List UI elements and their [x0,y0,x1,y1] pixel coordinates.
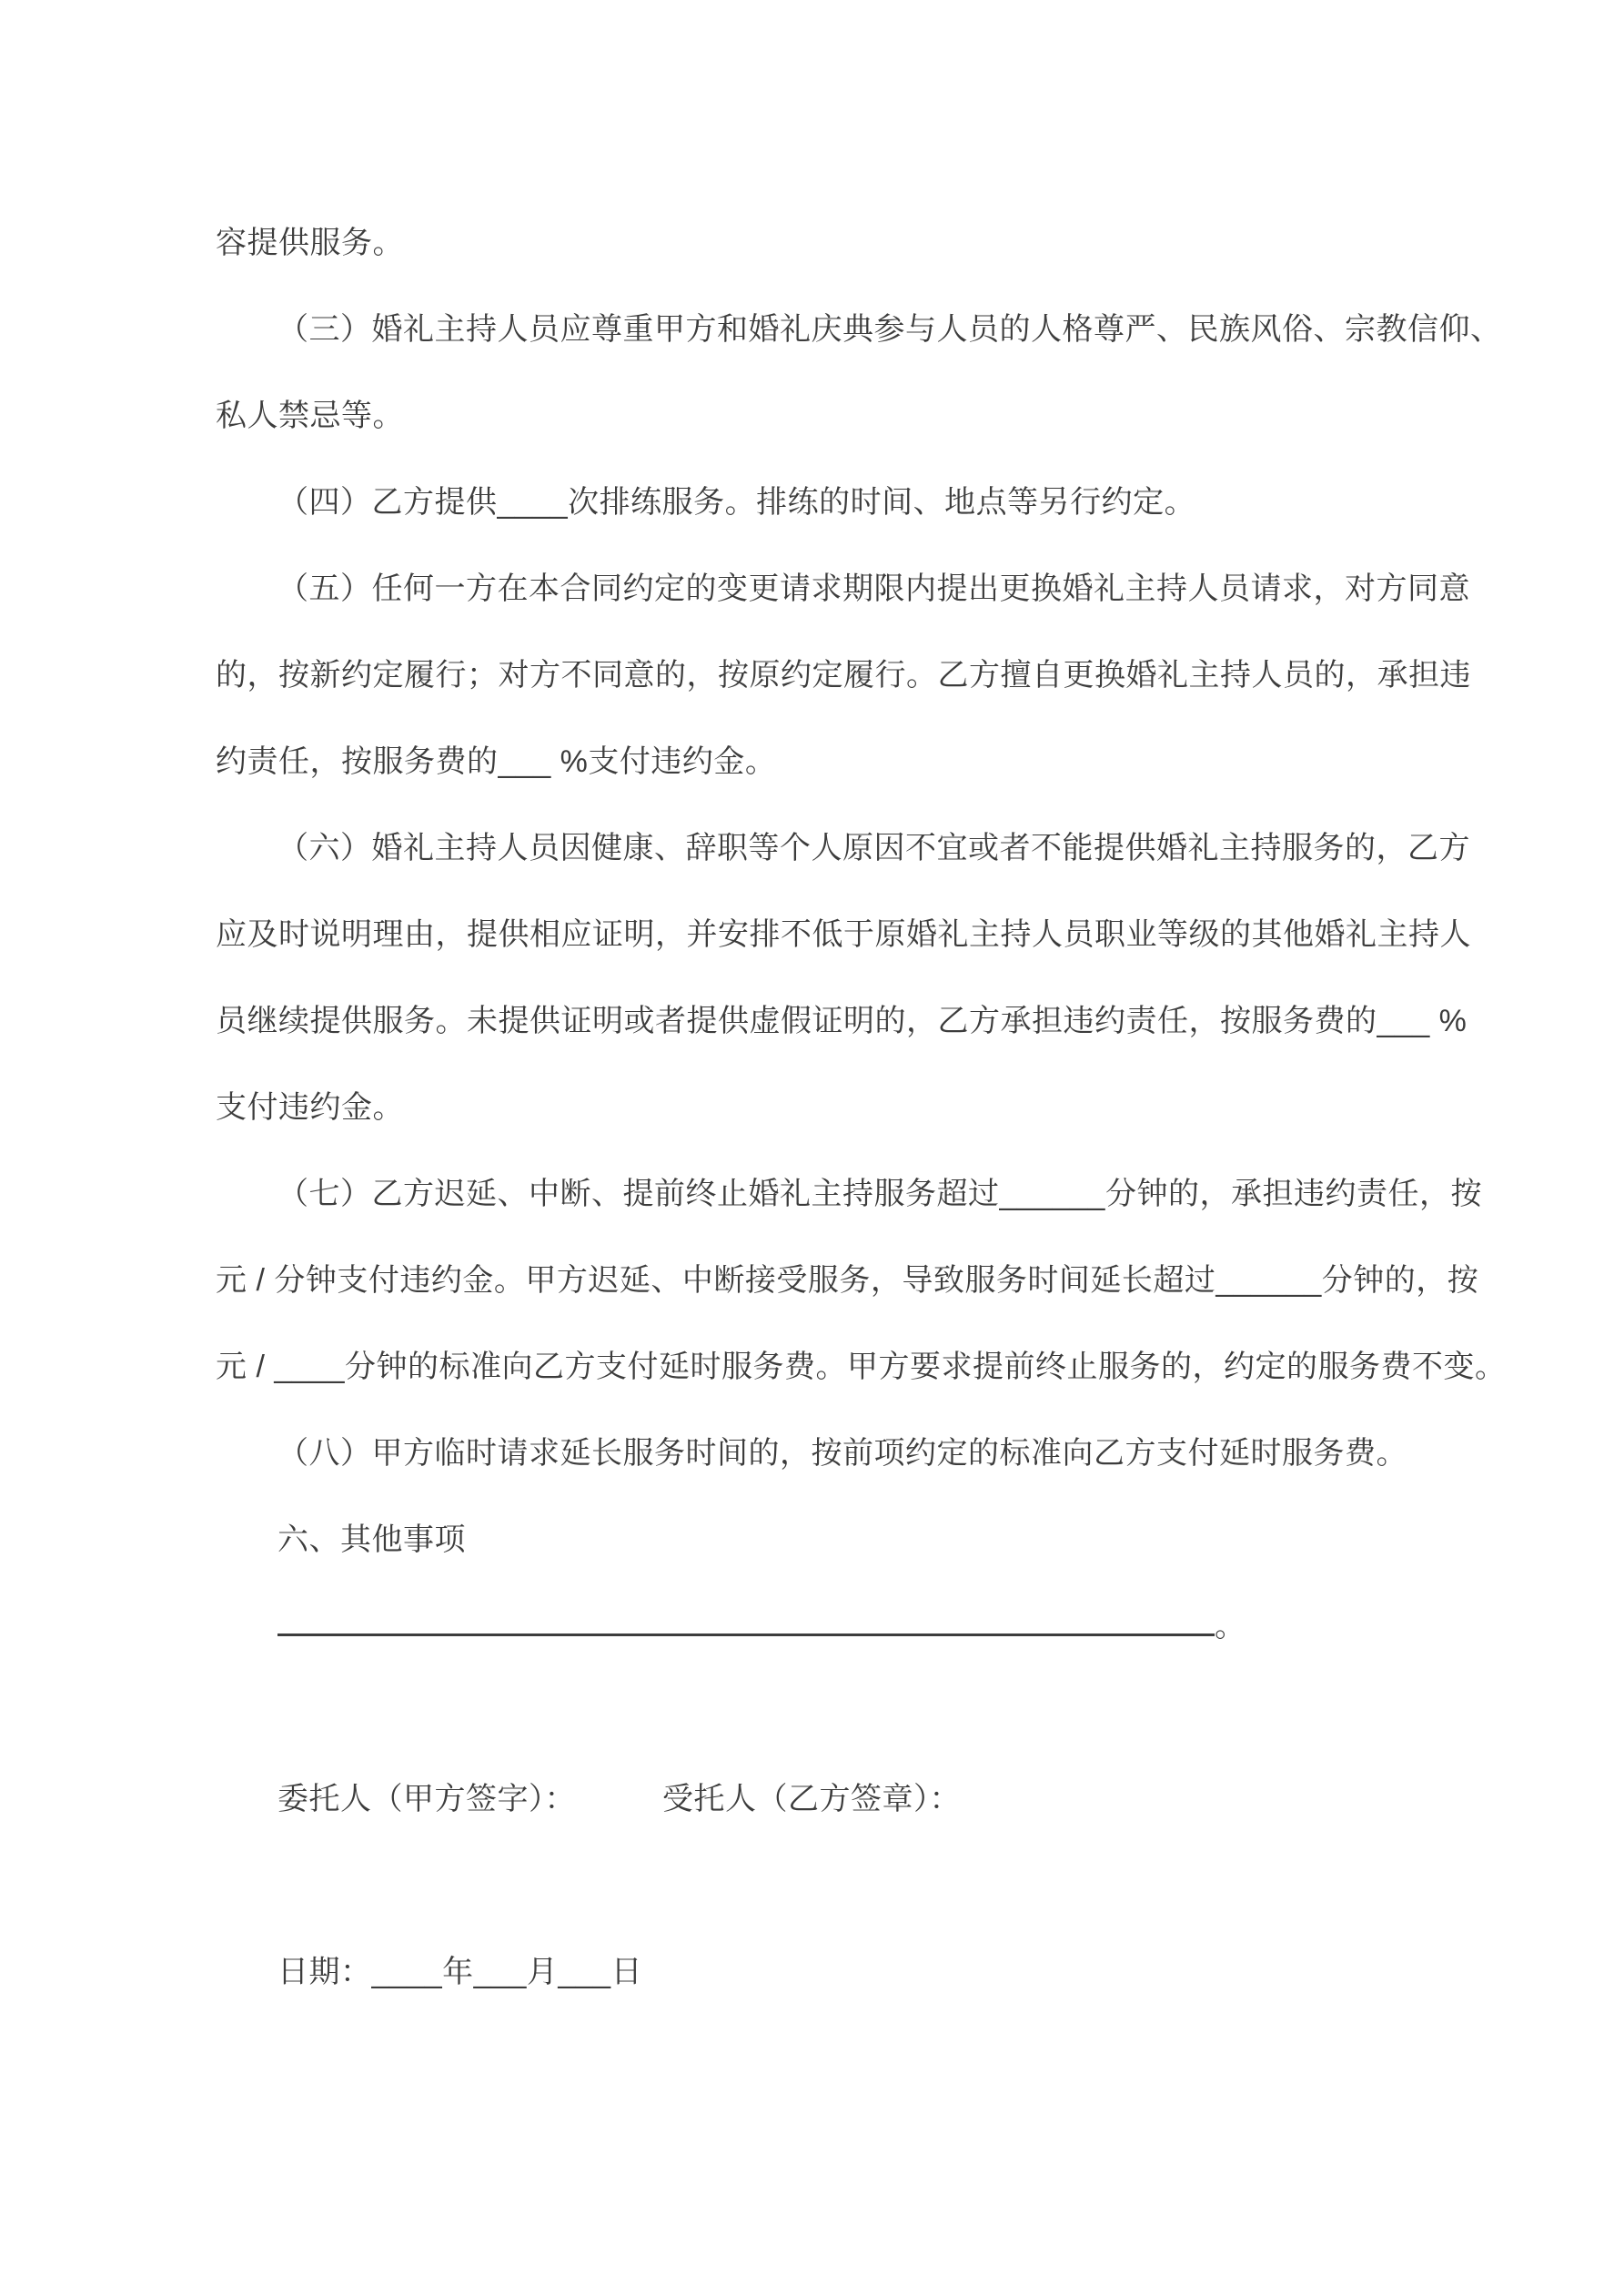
text-line: （三）婚礼主持人员应尊重甲方和婚礼庆典参与人员的人格尊严、民族风俗、宗教信仰、 [277,312,1502,347]
blank-line [216,1843,1488,1929]
text-line: 元 / 分钟支付违约金。甲方迟延、中断接受服务，导致服务时间延长超过______分钟的，按 [216,1263,1479,1298]
text-line: 容提供服务。 [216,226,404,260]
text-line: （八）甲方临时请求延长服务时间的，按前项约定的标准向乙方支付延时服务费。 [277,1436,1407,1471]
fill-in-rule-line [216,1583,1488,1670]
text-line: 的，按新约定履行；对方不同意的，按原约定履行。乙方擅自更换婚礼主持人员的，承担违 [216,658,1471,693]
text-line: 私人禁忌等。 [216,399,404,433]
fill-in-blank-rule [277,1633,1215,1636]
blank-line [216,1670,1488,1756]
text-line: （五）任何一方在本合同约定的变更请求期限内提出更换婚礼主持人员请求，对方同意 [277,571,1470,606]
rule-period: 。 [1215,1609,1246,1644]
trustee-signature-label: 受托人（乙方签章）： [662,1782,961,1816]
text-line: （四）乙方提供____次排练服务。排练的时间、地点等另行约定。 [277,485,1196,520]
text-line: 员继续提供服务。未提供证明或者提供虚假证明的，乙方承担违约责任，按服务费的___ % [216,1004,1468,1038]
text-line: 约责任，按服务费的___ %支付违约金。 [216,744,777,779]
text-line: 元 / ____分钟的标准向乙方支付延时服务费。甲方要求提前终止服务的，约定的服务费不变。 [216,1350,1507,1384]
text-line: 六、其他事项 [277,1522,466,1557]
text-line: （七）乙方迟延、中断、提前终止婚礼主持服务超过______分钟的，承担违约责任，按 [277,1177,1482,1211]
signature-row [216,1756,1488,1843]
text-line: 应及时说明理由，提供相应证明，并安排不低于原婚礼主持人员职业等级的其他婚礼主持人 [216,917,1471,952]
client-signature-label: 委托人（甲方签字）： [277,1782,576,1816]
text-line: （六）婚礼主持人员因健康、辞职等个人原因不宜或者不能提供婚礼主持服务的，乙方 [277,831,1470,865]
text-line: 支付违约金。 [216,1090,404,1125]
date-line: 日期：____年___月___日 [277,1955,643,1989]
